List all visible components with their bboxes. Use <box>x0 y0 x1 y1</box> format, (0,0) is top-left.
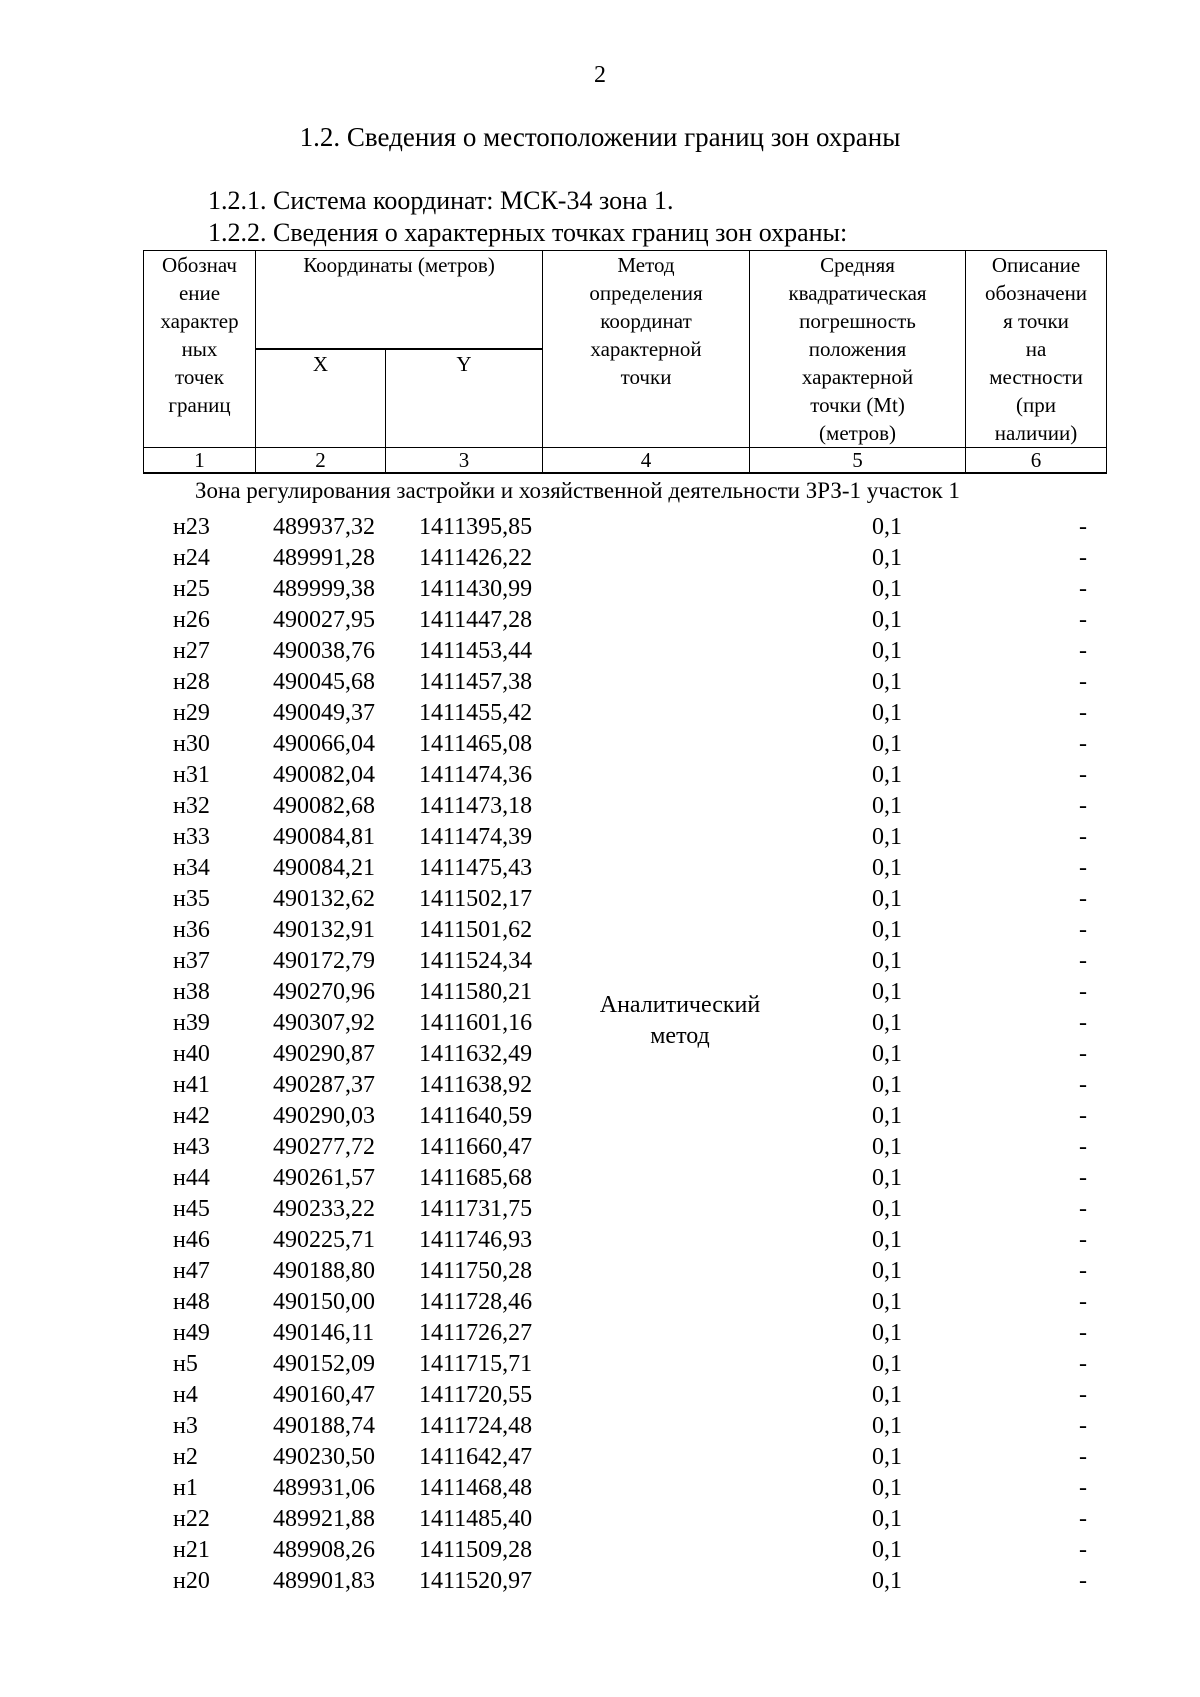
error-value: 0,1 <box>872 700 902 726</box>
coord-y: 1411726,27 <box>419 1320 533 1346</box>
coord-y: 1411638,92 <box>419 1072 533 1098</box>
table-row <box>143 1256 1106 1287</box>
coord-y: 1411457,38 <box>419 669 533 695</box>
point-name: н39 <box>173 1010 210 1036</box>
coord-y: 1411453,44 <box>419 638 533 664</box>
table-row <box>143 667 1106 698</box>
error-value: 0,1 <box>872 1506 902 1532</box>
header-y: Y <box>386 349 543 448</box>
header-col-method: Метод определения координат характерной точки <box>543 251 750 448</box>
error-value: 0,1 <box>872 638 902 664</box>
coord-y: 1411426,22 <box>419 545 533 571</box>
point-name: н4 <box>173 1382 198 1408</box>
point-name: н36 <box>173 917 210 943</box>
coord-x: 490225,71 <box>273 1227 375 1253</box>
coord-x: 490270,96 <box>273 979 375 1005</box>
error-value: 0,1 <box>872 1444 902 1470</box>
table-row <box>143 605 1106 636</box>
coord-y: 1411468,48 <box>419 1475 533 1501</box>
error-value: 0,1 <box>872 793 902 819</box>
point-name: н32 <box>173 793 210 819</box>
page-number: 2 <box>594 62 606 88</box>
description-value: - <box>1079 700 1087 726</box>
error-value: 0,1 <box>872 514 902 540</box>
coord-y: 1411632,49 <box>419 1041 533 1067</box>
error-value: 0,1 <box>872 1320 902 1346</box>
coord-x: 489908,26 <box>273 1537 375 1563</box>
coord-y: 1411501,62 <box>419 917 533 943</box>
coord-y: 1411642,47 <box>419 1444 533 1470</box>
error-value: 0,1 <box>872 1041 902 1067</box>
description-value: - <box>1079 1103 1087 1129</box>
coord-x: 490233,22 <box>273 1196 375 1222</box>
point-name: н23 <box>173 514 210 540</box>
error-value: 0,1 <box>872 1103 902 1129</box>
point-name: н49 <box>173 1320 210 1346</box>
coord-y: 1411731,75 <box>419 1196 533 1222</box>
point-name: н41 <box>173 1072 210 1098</box>
coord-y: 1411724,48 <box>419 1413 533 1439</box>
point-name: н38 <box>173 979 210 1005</box>
error-value: 0,1 <box>872 731 902 757</box>
description-value: - <box>1079 638 1087 664</box>
table-row <box>143 1504 1106 1535</box>
table-row <box>143 543 1106 574</box>
column-number: 6 <box>966 448 1107 474</box>
description-value: - <box>1079 576 1087 602</box>
point-name: н20 <box>173 1568 210 1594</box>
table-row <box>143 1132 1106 1163</box>
table-row <box>143 1566 1106 1597</box>
coord-y: 1411475,43 <box>419 855 533 881</box>
method-label: Аналитический метод <box>599 992 761 1049</box>
error-value: 0,1 <box>872 607 902 633</box>
coord-x: 490132,62 <box>273 886 375 912</box>
coord-y: 1411473,18 <box>419 793 533 819</box>
point-name: н29 <box>173 700 210 726</box>
coord-x: 490287,37 <box>273 1072 375 1098</box>
error-value: 0,1 <box>872 1134 902 1160</box>
error-value: 0,1 <box>872 1227 902 1253</box>
error-value: 0,1 <box>872 1258 902 1284</box>
header-x: X <box>256 349 386 448</box>
table-row <box>143 512 1106 543</box>
coord-y: 1411660,47 <box>419 1134 533 1160</box>
error-value: 0,1 <box>872 1165 902 1191</box>
error-value: 0,1 <box>872 669 902 695</box>
coord-y: 1411485,40 <box>419 1506 533 1532</box>
description-value: - <box>1079 1568 1087 1594</box>
error-value: 0,1 <box>872 824 902 850</box>
description-value: - <box>1079 855 1087 881</box>
coord-x: 490290,03 <box>273 1103 375 1129</box>
table-row <box>143 1194 1106 1225</box>
point-name: н35 <box>173 886 210 912</box>
coord-y: 1411720,55 <box>419 1382 533 1408</box>
description-value: - <box>1079 514 1087 540</box>
table-row <box>143 574 1106 605</box>
error-value: 0,1 <box>872 1475 902 1501</box>
description-value: - <box>1079 1475 1087 1501</box>
column-number: 5 <box>750 448 966 474</box>
description-value: - <box>1079 1072 1087 1098</box>
point-name: н26 <box>173 607 210 633</box>
coord-y: 1411524,34 <box>419 948 533 974</box>
description-value: - <box>1079 1041 1087 1067</box>
description-value: - <box>1079 948 1087 974</box>
coord-x: 490146,11 <box>273 1320 375 1346</box>
error-value: 0,1 <box>872 762 902 788</box>
coord-x: 490307,92 <box>273 1010 375 1036</box>
column-number: 4 <box>543 448 750 474</box>
coord-y: 1411520,97 <box>419 1568 533 1594</box>
column-number: 2 <box>256 448 386 474</box>
coord-x: 489937,32 <box>273 514 375 540</box>
coord-y: 1411395,85 <box>419 514 533 540</box>
description-value: - <box>1079 1382 1087 1408</box>
coord-x: 490084,81 <box>273 824 375 850</box>
error-value: 0,1 <box>872 1072 902 1098</box>
table-row <box>143 1349 1106 1380</box>
coord-x: 490084,21 <box>273 855 375 881</box>
description-value: - <box>1079 917 1087 943</box>
error-value: 0,1 <box>872 1537 902 1563</box>
coord-y: 1411465,08 <box>419 731 533 757</box>
coord-x: 490261,57 <box>273 1165 375 1191</box>
description-value: - <box>1079 1289 1087 1315</box>
coord-x: 489999,38 <box>273 576 375 602</box>
coord-y: 1411502,17 <box>419 886 533 912</box>
error-value: 0,1 <box>872 1382 902 1408</box>
coord-y: 1411728,46 <box>419 1289 533 1315</box>
point-name: н1 <box>173 1475 198 1501</box>
table-row <box>143 1101 1106 1132</box>
coord-y: 1411715,71 <box>419 1351 533 1377</box>
table-row <box>143 698 1106 729</box>
coord-x: 490290,87 <box>273 1041 375 1067</box>
error-value: 0,1 <box>872 917 902 943</box>
error-value: 0,1 <box>872 545 902 571</box>
point-name: н40 <box>173 1041 210 1067</box>
coord-x: 489931,06 <box>273 1475 375 1501</box>
point-name: н3 <box>173 1413 198 1439</box>
error-value: 0,1 <box>872 886 902 912</box>
table-row <box>143 1163 1106 1194</box>
description-value: - <box>1079 1227 1087 1253</box>
coord-x: 490132,91 <box>273 917 375 943</box>
description-value: - <box>1079 669 1087 695</box>
coord-x: 490027,95 <box>273 607 375 633</box>
table-row <box>143 1318 1106 1349</box>
error-value: 0,1 <box>872 979 902 1005</box>
error-value: 0,1 <box>872 576 902 602</box>
description-value: - <box>1079 1320 1087 1346</box>
table-row <box>143 791 1106 822</box>
description-value: - <box>1079 1351 1087 1377</box>
point-name: н48 <box>173 1289 210 1315</box>
coord-x: 490066,04 <box>273 731 375 757</box>
header-col-description: Описание обозначени я точки на местности (при наличии) <box>966 251 1107 448</box>
error-value: 0,1 <box>872 1568 902 1594</box>
coord-x: 490160,47 <box>273 1382 375 1408</box>
header-col-designation: Обознач ение характер ных точек границ <box>144 251 256 448</box>
table-row <box>143 1287 1106 1318</box>
points-list <box>143 512 1106 1597</box>
point-name: н30 <box>173 731 210 757</box>
coord-x: 490049,37 <box>273 700 375 726</box>
error-value: 0,1 <box>872 1289 902 1315</box>
description-value: - <box>1079 762 1087 788</box>
coord-x: 489921,88 <box>273 1506 375 1532</box>
table-row <box>143 946 1106 977</box>
coord-y: 1411640,59 <box>419 1103 533 1129</box>
table-row <box>143 853 1106 884</box>
point-name: н5 <box>173 1351 198 1377</box>
description-value: - <box>1079 545 1087 571</box>
table-row <box>143 884 1106 915</box>
description-value: - <box>1079 1165 1087 1191</box>
section-title: 1.2. Сведения о местоположении границ зон охраны <box>299 122 901 152</box>
description-value: - <box>1079 1444 1087 1470</box>
coord-y: 1411430,99 <box>419 576 533 602</box>
point-name: н27 <box>173 638 210 664</box>
description-value: - <box>1079 1413 1087 1439</box>
table-row <box>143 915 1106 946</box>
coordinate-system-line: 1.2.1. Система координат: МСК-34 зона 1. <box>208 186 674 215</box>
point-name: н31 <box>173 762 210 788</box>
description-value: - <box>1079 793 1087 819</box>
coord-y: 1411750,28 <box>419 1258 533 1284</box>
points-info-line: 1.2.2. Сведения о характерных точках границ зон охраны: <box>208 218 848 247</box>
error-value: 0,1 <box>872 1413 902 1439</box>
table-row <box>143 1380 1106 1411</box>
coord-y: 1411455,42 <box>419 700 533 726</box>
coord-x: 490172,79 <box>273 948 375 974</box>
point-name: н43 <box>173 1134 210 1160</box>
table-row <box>143 1070 1106 1101</box>
point-name: н2 <box>173 1444 198 1470</box>
table-row <box>143 1225 1106 1256</box>
coord-x: 490188,80 <box>273 1258 375 1284</box>
table-row <box>143 1442 1106 1473</box>
error-value: 0,1 <box>872 855 902 881</box>
coord-x: 489991,28 <box>273 545 375 571</box>
coord-y: 1411601,16 <box>419 1010 533 1036</box>
points-table-header <box>143 250 1107 474</box>
table-row <box>143 822 1106 853</box>
coord-x: 490230,50 <box>273 1444 375 1470</box>
coord-x: 489901,83 <box>273 1568 375 1594</box>
description-value: - <box>1079 1258 1087 1284</box>
error-value: 0,1 <box>872 1010 902 1036</box>
point-name: н33 <box>173 824 210 850</box>
coord-y: 1411509,28 <box>419 1537 533 1563</box>
description-value: - <box>1079 1537 1087 1563</box>
coord-x: 490188,74 <box>273 1413 375 1439</box>
table-row <box>143 636 1106 667</box>
column-number: 3 <box>386 448 543 474</box>
point-name: н47 <box>173 1258 210 1284</box>
description-value: - <box>1079 731 1087 757</box>
coord-x: 490082,04 <box>273 762 375 788</box>
description-value: - <box>1079 824 1087 850</box>
point-name: н28 <box>173 669 210 695</box>
description-value: - <box>1079 1010 1087 1036</box>
error-value: 0,1 <box>872 948 902 974</box>
coord-x: 490082,68 <box>273 793 375 819</box>
description-value: - <box>1079 886 1087 912</box>
table-row <box>143 1535 1106 1566</box>
coord-y: 1411447,28 <box>419 607 533 633</box>
coord-x: 490150,00 <box>273 1289 375 1315</box>
point-name: н24 <box>173 545 210 571</box>
header-col-error: Средняя квадратическая погрешность положения характерной точки (Mt) (метров) <box>750 251 966 448</box>
table-row <box>143 729 1106 760</box>
coord-x: 490038,76 <box>273 638 375 664</box>
point-name: н46 <box>173 1227 210 1253</box>
error-value: 0,1 <box>872 1351 902 1377</box>
coord-x: 490045,68 <box>273 669 375 695</box>
point-name: н37 <box>173 948 210 974</box>
point-name: н42 <box>173 1103 210 1129</box>
coord-y: 1411746,93 <box>419 1227 533 1253</box>
point-name: н34 <box>173 855 210 881</box>
error-value: 0,1 <box>872 1196 902 1222</box>
coord-y: 1411474,36 <box>419 762 533 788</box>
coord-y: 1411580,21 <box>419 979 533 1005</box>
point-name: н22 <box>173 1506 210 1532</box>
point-name: н44 <box>173 1165 210 1191</box>
coord-y: 1411685,68 <box>419 1165 533 1191</box>
table-row <box>143 1473 1106 1504</box>
description-value: - <box>1079 1134 1087 1160</box>
header-coordinates: Координаты (метров) <box>256 251 543 350</box>
table-row <box>143 760 1106 791</box>
point-name: н25 <box>173 576 210 602</box>
coord-y: 1411474,39 <box>419 824 533 850</box>
point-name: н21 <box>173 1537 210 1563</box>
coord-x: 490152,09 <box>273 1351 375 1377</box>
description-value: - <box>1079 1196 1087 1222</box>
table-row <box>143 1411 1106 1442</box>
point-name: н45 <box>173 1196 210 1222</box>
zone-title: Зона регулирования застройки и хозяйственной деятельности ЗРЗ-1 участок 1 <box>195 478 960 503</box>
description-value: - <box>1079 1506 1087 1532</box>
description-value: - <box>1079 607 1087 633</box>
coord-x: 490277,72 <box>273 1134 375 1160</box>
description-value: - <box>1079 979 1087 1005</box>
column-number: 1 <box>144 448 256 474</box>
